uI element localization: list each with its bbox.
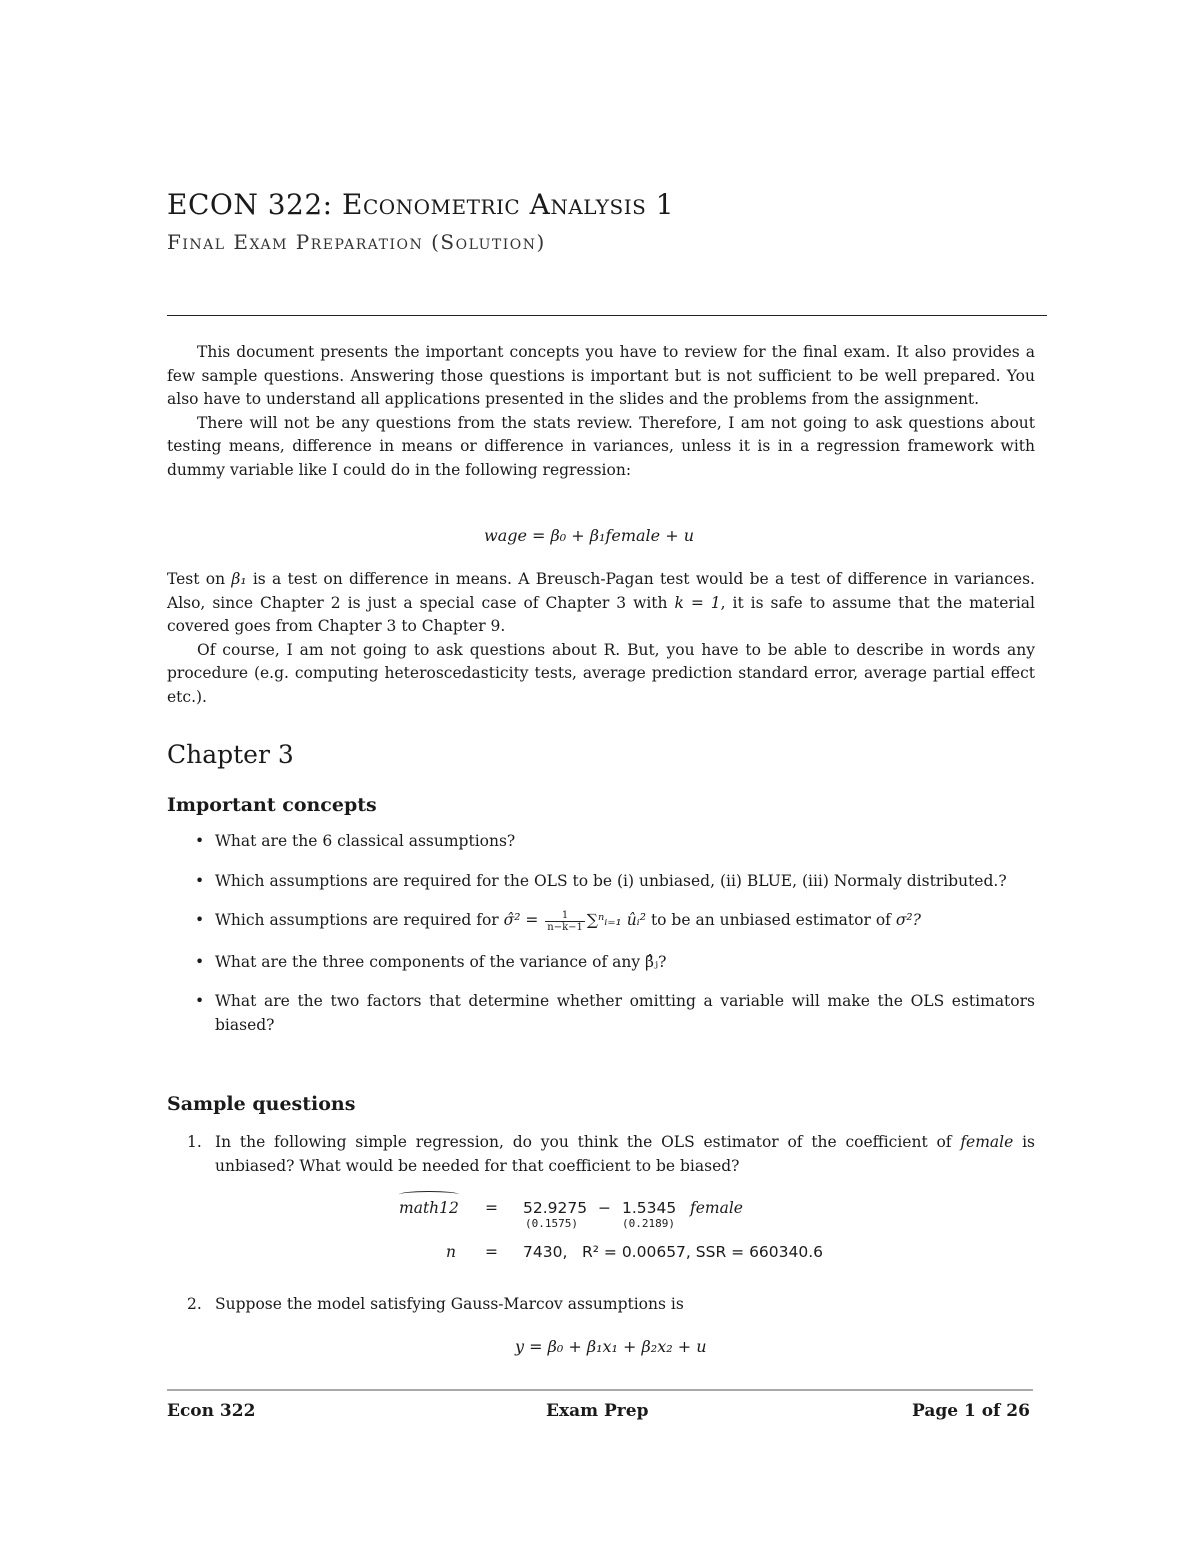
fraction: $\frac{1}{n-k-1}$ — [547, 909, 583, 933]
document-subtitle: Final Exam Preparation (Solution) — [167, 230, 546, 254]
wage-equation: wage = β₀ + β₁female + u — [484, 526, 694, 545]
concepts-list — [167, 830, 1035, 1037]
bullet-icon: • — [195, 871, 205, 890]
equals-sign: = — [485, 1243, 498, 1261]
list-item: • What are the 6 classical assumptions? — [167, 830, 1035, 854]
sample-questions-list-2 — [167, 1293, 1035, 1317]
bullet-icon: • — [195, 832, 205, 850]
page-number: Page 1 of 26 — [912, 1401, 1030, 1421]
intercept-value: 52.9275 — [523, 1199, 588, 1217]
intro-paragraph-1: This document presents the important concepts you have to review for the final exam. It also provides a few sample questions. Answering those questions is important but is not sufficient to be well prepared. You also have to understand all applications presented in the slides and the problems from the assignment. — [167, 343, 1035, 408]
intro-section-2 — [167, 568, 1035, 709]
coefficient-se: (0.2189) — [622, 1217, 675, 1230]
regressor-name: female — [690, 1199, 743, 1217]
list-item: 2. Suppose the model satisfying Gauss-Marcov assumptions is — [187, 1295, 684, 1313]
footer-center: Exam Prep — [546, 1401, 649, 1421]
coefficient-value: 1.5345 — [622, 1199, 677, 1217]
n-value: 7430, — [523, 1243, 568, 1261]
hat-mark — [399, 1191, 459, 1198]
document-title — [167, 188, 674, 221]
list-item: • What are the two factors that determine whether omitting a variable will make the OLS estimators biased? — [195, 992, 1035, 1034]
intercept-se: (0.1575) — [525, 1217, 578, 1230]
bullet-icon: • — [195, 952, 205, 971]
equals-sign: = — [485, 1199, 498, 1217]
course-name: Econometric Analysis 1 — [342, 188, 675, 221]
regression-lhs: math12 — [399, 1199, 459, 1217]
samples-heading: Sample questions — [167, 1093, 356, 1115]
intro-paragraph-4: Of course, I am not going to ask questions about R. But, you have to be able to describe in words any procedure (e.g. computing heteroscedasticity tests, average prediction standard error, average partial effect etc.). — [167, 640, 1035, 706]
minus-sign: − — [598, 1199, 611, 1217]
intro-section — [167, 341, 1035, 482]
intro-paragraph-3: Test on β₁ is a test on difference in means. A Breusch-Pagan test would be a test of difference in variances. Also, since Chapter 2 is just a special case of Chapter 3 with k = 1, it is safe to assume that the material covered goes from Chapter 3 to Chapter 9. — [167, 570, 1035, 635]
list-item: • Which assumptions are required for the OLS to be (i) unbiased, (ii) BLUE, (iii) Normaly distributed.? — [167, 870, 1035, 894]
intro-paragraph-2: There will not be any questions from the stats review. Therefore, I am not going to ask questions about testing means, difference in means or difference in variances, unless it is in a regression framework with dummy variable like I could do in the following regression: — [167, 413, 1035, 479]
fit-stats: R² = 0.00657, SSR = 660340.6 — [582, 1243, 824, 1261]
list-item: • Which assumptions are required for σ̂² = $\frac{1}{n-k-1}$ ∑ⁿᵢ₌₁ ûᵢ² to be an unbiased estimator of σ²? — [195, 909, 921, 933]
bullet-icon: • — [195, 911, 205, 929]
n-label: n — [446, 1243, 456, 1261]
model-equation: y = β₀ + β₁x₁ + β₂x₂ + u — [515, 1337, 707, 1356]
concepts-heading: Important concepts — [167, 794, 377, 816]
bullet-icon: • — [195, 992, 205, 1010]
sample-questions-list — [167, 1131, 1035, 1178]
title-divider — [167, 315, 1047, 316]
footer-left: Econ 322 — [167, 1401, 256, 1421]
course-code: ECON 322: — [167, 188, 333, 221]
list-item: 1. In the following simple regression, do you think the OLS estimator of the coefficient of female is unbiased? What would be needed for that coefficient to be biased? — [187, 1133, 1035, 1175]
footer-divider — [167, 1389, 1033, 1391]
chapter-heading: Chapter 3 — [167, 740, 294, 769]
list-item: • What are the three components of the variance of any β̂ⱼ? — [167, 951, 1035, 975]
